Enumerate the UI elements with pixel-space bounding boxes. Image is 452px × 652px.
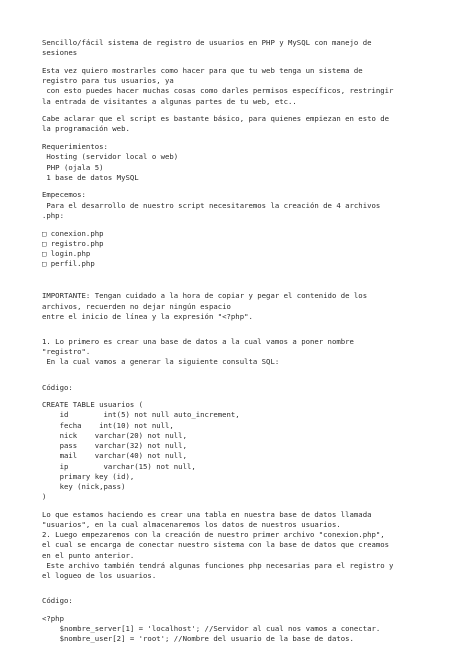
paragraph-1 bbox=[42, 66, 414, 107]
text-line: En la cual vamos a generar la siguiente consulta SQL: bbox=[42, 357, 280, 367]
text-line: 1. Lo primero es crear una base de datos a la cual vamos a poner nombre bbox=[42, 336, 354, 346]
text-line: id int(5) not null auto_increment, bbox=[42, 410, 240, 420]
text-line: "usuarios", en la cual almacenaremos los datos de nuestros usuarios. bbox=[42, 520, 341, 530]
paragraph-5 bbox=[42, 229, 414, 270]
text-line: sesiones bbox=[42, 48, 78, 58]
paragraph-3 bbox=[42, 142, 414, 183]
text-line: 1 base de datos MySQL bbox=[42, 172, 139, 182]
text-line: pass varchar(32) not null, bbox=[42, 441, 187, 451]
text-line: □ conexion.php bbox=[42, 228, 104, 238]
text-line: Esta vez quiero mostrarles como hacer para que tu web tenga un sistema de bbox=[42, 65, 363, 75]
text-line: Para el desarrollo de nuestro script necesitaremos la creación de 4 archivos bbox=[42, 200, 381, 210]
paragraph-7 bbox=[42, 337, 414, 368]
text-line: "registro". bbox=[42, 347, 91, 357]
text-line: $nombre_user[2] = 'root'; //Nombre del usuario de la base de datos. bbox=[42, 634, 354, 644]
text-line: ) bbox=[42, 492, 47, 502]
text-line: 2. Luego empezaremos con la creación de nuestro primer archivo "conexion.php", bbox=[42, 530, 385, 540]
text-line: □ login.php bbox=[42, 248, 91, 258]
text-line: Código: bbox=[42, 382, 73, 392]
text-line: mail varchar(40) not null, bbox=[42, 451, 187, 461]
text-line: $nombre_server[1] = 'localhost'; //Servidor al cual nos vamos a conectar. bbox=[42, 624, 381, 634]
text-line: con esto puedes hacer muchas cosas como darles permisos específicos, restringir bbox=[42, 86, 394, 96]
text-line: nick varchar(20) not null, bbox=[42, 430, 187, 440]
text-line: CREATE TABLE usuarios ( bbox=[42, 400, 144, 410]
text-line: archivos, recuerden no dejar ningún espacio bbox=[42, 301, 231, 311]
paragraph-8 bbox=[42, 383, 414, 393]
document-body bbox=[42, 38, 414, 652]
paragraph-6 bbox=[42, 291, 414, 322]
paragraph-11 bbox=[42, 596, 414, 606]
text-line: en el punto anterior. bbox=[42, 550, 135, 560]
text-line: □ registro.php bbox=[42, 238, 104, 248]
paragraph-2 bbox=[42, 114, 414, 134]
text-line: la programación web. bbox=[42, 124, 130, 134]
text-line: PHP (ojala 5) bbox=[42, 162, 104, 172]
text-line: Código: bbox=[42, 596, 73, 606]
text-line: Empecemos: bbox=[42, 190, 86, 200]
paragraph-10 bbox=[42, 510, 414, 581]
text-line: key (nick,pass) bbox=[42, 481, 126, 491]
text-line: Este archivo también tendrá algunas funciones php necesarias para el registro y bbox=[42, 560, 394, 570]
text-line: <?php bbox=[42, 613, 64, 623]
text-line: el cual se encarga de conectar nuestro sistema con la base de datos que creamos bbox=[42, 540, 390, 550]
paragraph-4 bbox=[42, 190, 414, 221]
text-line: entre el inicio de línea y la expresión "<?php". bbox=[42, 311, 253, 321]
text-line: primary key (id), bbox=[42, 471, 135, 481]
text-line: fecha int(10) not null, bbox=[42, 420, 174, 430]
text-line: la entrada de visitantes a algunas partes de tu web, etc.. bbox=[42, 96, 297, 106]
text-line: IMPORTANTE: Tengan cuidado a la hora de copiar y pegar el contenido de los bbox=[42, 291, 368, 301]
text-line: □ perfil.php bbox=[42, 259, 95, 269]
paragraph-9 bbox=[42, 400, 414, 502]
text-line: Cabe aclarar que el script es bastante básico, para quienes empiezan en esto de bbox=[42, 114, 390, 124]
text-line: Hosting (servidor local o web) bbox=[42, 152, 179, 162]
text-line: Requerimientos: bbox=[42, 142, 108, 152]
text-line: Lo que estamos haciendo es crear una tabla en nuestra base de datos llamada bbox=[42, 509, 372, 519]
paragraph-0 bbox=[42, 38, 414, 58]
text-line: ip varchar(15) not null, bbox=[42, 461, 196, 471]
text-line: Sencillo/fácil sistema de registro de usuarios en PHP y MySQL con manejo de bbox=[42, 38, 372, 47]
text-line: el logueo de los usuarios. bbox=[42, 571, 157, 581]
text-line: registro para tus usuarios, ya bbox=[42, 76, 174, 86]
text-line: .php: bbox=[42, 210, 64, 220]
